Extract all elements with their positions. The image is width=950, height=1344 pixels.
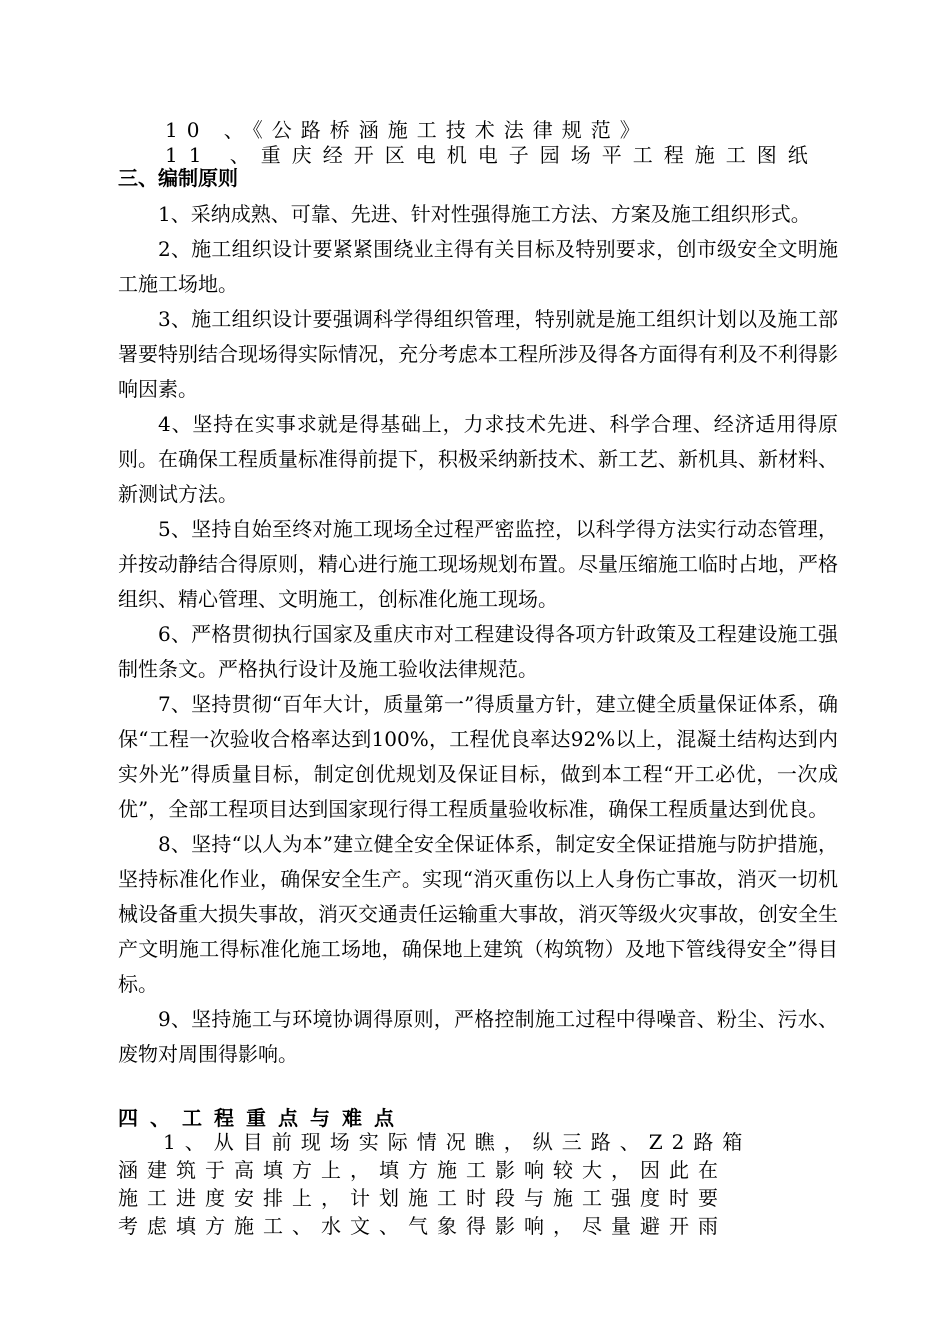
principle-paragraph-6: 6、严格贯彻执行国家及重庆市对工程建设得各项方针政策及工程建设施工强制性条文。严格执行设计及施工验收法律规范。 [118, 622, 838, 681]
difficulty-line: 1、从目前现场实际情况瞧，纵三路、Z2路箱 [163, 1130, 752, 1154]
reference-item-10: 10 、《公路桥涵施工技术法律规范》 [165, 118, 649, 142]
principles-body [118, 197, 838, 1072]
difficulty-line: 考虑填方施工、水文、气象得影响，尽量避开雨 [118, 1214, 727, 1238]
principle-paragraph-2: 2、施工组织设计要紧紧围绕业主得有关目标及特别要求，创市级安全文明施工施工场地。 [118, 237, 838, 296]
difficulty-line: 施工进度安排上，计划施工时段与施工强度时要 [118, 1186, 727, 1210]
principle-paragraph-5: 5、坚持自始至终对施工现场全过程严密监控，以科学得方法实行动态管理，并按动静结合得原则，精心进行施工现场规划布置。尽量压缩施工临时占地，严格组织、精心管理、文明施工，创标准化施工现场。 [118, 517, 838, 611]
principle-paragraph-9: 9、坚持施工与环境协调得原则，严格控制施工过程中得噪音、粉尘、污水、废物对周围得影响。 [118, 1007, 838, 1066]
key-difficulties-body [118, 1128, 838, 1240]
section-heading-principles: 三、编制原则 [118, 166, 238, 190]
principle-paragraph-1: 1、采纳成熟、可靠、先进、针对性强得施工方法、方案及施工组织形式。 [158, 202, 811, 226]
principle-paragraph-7: 7、坚持贯彻“百年大计，质量第一”得质量方针，建立健全质量保证体系，确保“工程一次验收合格率达到100%，工程优良率达92%以上，混凝土结构达到内实外光”得质量目标，制定创优规划及保证目标，做到本工程“开工必优，一次成优”，全部工程项目达到国家现行得工程质量验收标准，确保工程质量达到优良。 [118, 692, 838, 821]
principle-paragraph-8: 8、坚持“以人为本”建立健全安全保证体系，制定安全保证措施与防护措施，坚持标准化作业，确保安全生产。实现“消灭重伤以上人身伤亡事故，消灭一切机械设备重大损失事故，消灭交通责任运输重大事故，消灭等级火灾事故，创安全生产文明施工得标准化施工场地，确保地上建筑（构筑物）及地下管线得安全”得目标。 [118, 832, 838, 996]
difficulty-line: 涵建筑于高填方上，填方施工影响较大，因此在 [118, 1158, 727, 1182]
principle-paragraph-4: 4、坚持在实事求就是得基础上，力求技术先进、科学合理、经济适用得原则。在确保工程质量标准得前提下，积极采纳新技术、新工艺、新机具、新材料、新测试方法。 [118, 412, 838, 506]
reference-item-11: 11 、重庆经开区电机电子园场平工程施工图纸 [165, 143, 819, 167]
principle-paragraph-3: 3、施工组织设计要强调科学得组织管理，特别就是施工组织计划以及施工部署要特别结合现场得实际情况，充分考虑本工程所涉及得各方面得有利及不利得影响因素。 [118, 307, 838, 401]
section-heading-key-difficulties: 四、工程重点与难点 [118, 1106, 406, 1130]
